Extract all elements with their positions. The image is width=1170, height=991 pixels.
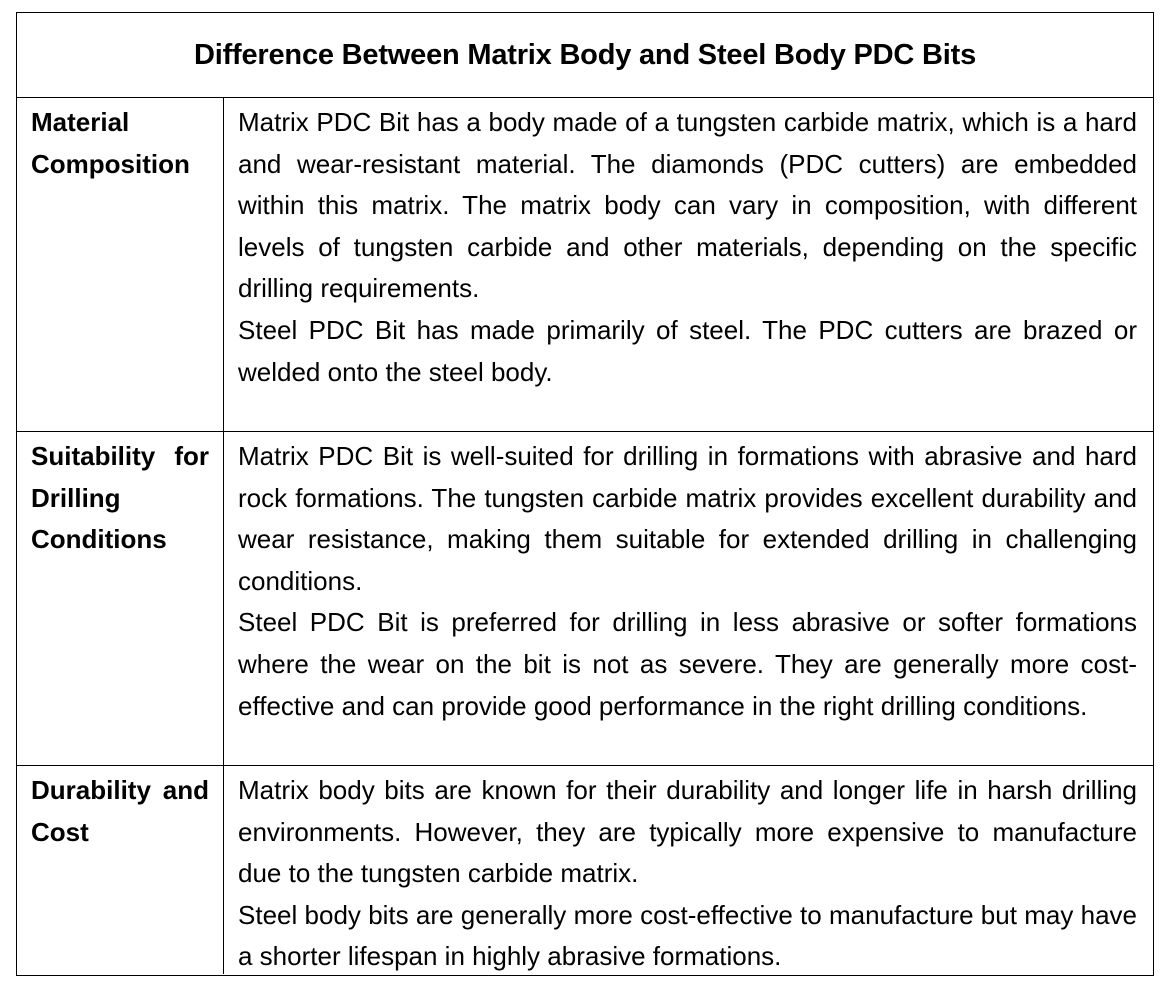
matrix-paragraph: Matrix body bits are known for their durability and longer life in harsh drilling environments. However, they are typically more expensive to manufacture due to the tungsten carbide matrix.	[238, 775, 1137, 889]
row-label: Suitability for Drilling Conditions	[17, 432, 224, 765]
matrix-paragraph: Matrix PDC Bit has a body made of a tungsten carbide matrix, which is a hard and wear-resistant material. The diamonds (PDC cutters) are embedded within this matrix. The matrix body can vary in composition, with different levels of tungsten carbide and other materials, depending on the specific drilling requirements.	[238, 107, 1137, 304]
row-content	[224, 432, 1153, 765]
table-row-suitability	[17, 432, 1153, 766]
steel-paragraph: Steel PDC Bit is preferred for drilling in less abrasive or softer formations where the wear on the bit is not as severe. They are generally more cost-effective and can provide good performance in the right drilling conditions.	[238, 607, 1137, 721]
table-row-durability-cost	[17, 766, 1153, 974]
row-label: Material Composition	[17, 98, 224, 431]
steel-paragraph: Steel body bits are generally more cost-effective to manufacture but may have a shorter lifespan in highly abrasive formations.	[238, 899, 1137, 972]
row-content	[224, 766, 1153, 974]
steel-paragraph: Steel PDC Bit has made primarily of steel. The PDC cutters are brazed or welded onto the steel body.	[238, 314, 1137, 387]
comparison-table	[16, 12, 1154, 976]
row-label: Durability and Cost	[17, 766, 224, 974]
row-content	[224, 98, 1153, 431]
table-title-row	[17, 13, 1153, 98]
matrix-paragraph: Matrix PDC Bit is well-suited for drilling in formations with abrasive and hard rock formations. The tungsten carbide matrix provides excellent durability and wear resistance, making them suitable for extended drilling in challenging conditions.	[238, 441, 1137, 596]
table-title: Difference Between Matrix Body and Steel Body PDC Bits	[193, 38, 977, 71]
table-row-material-composition	[17, 98, 1153, 432]
